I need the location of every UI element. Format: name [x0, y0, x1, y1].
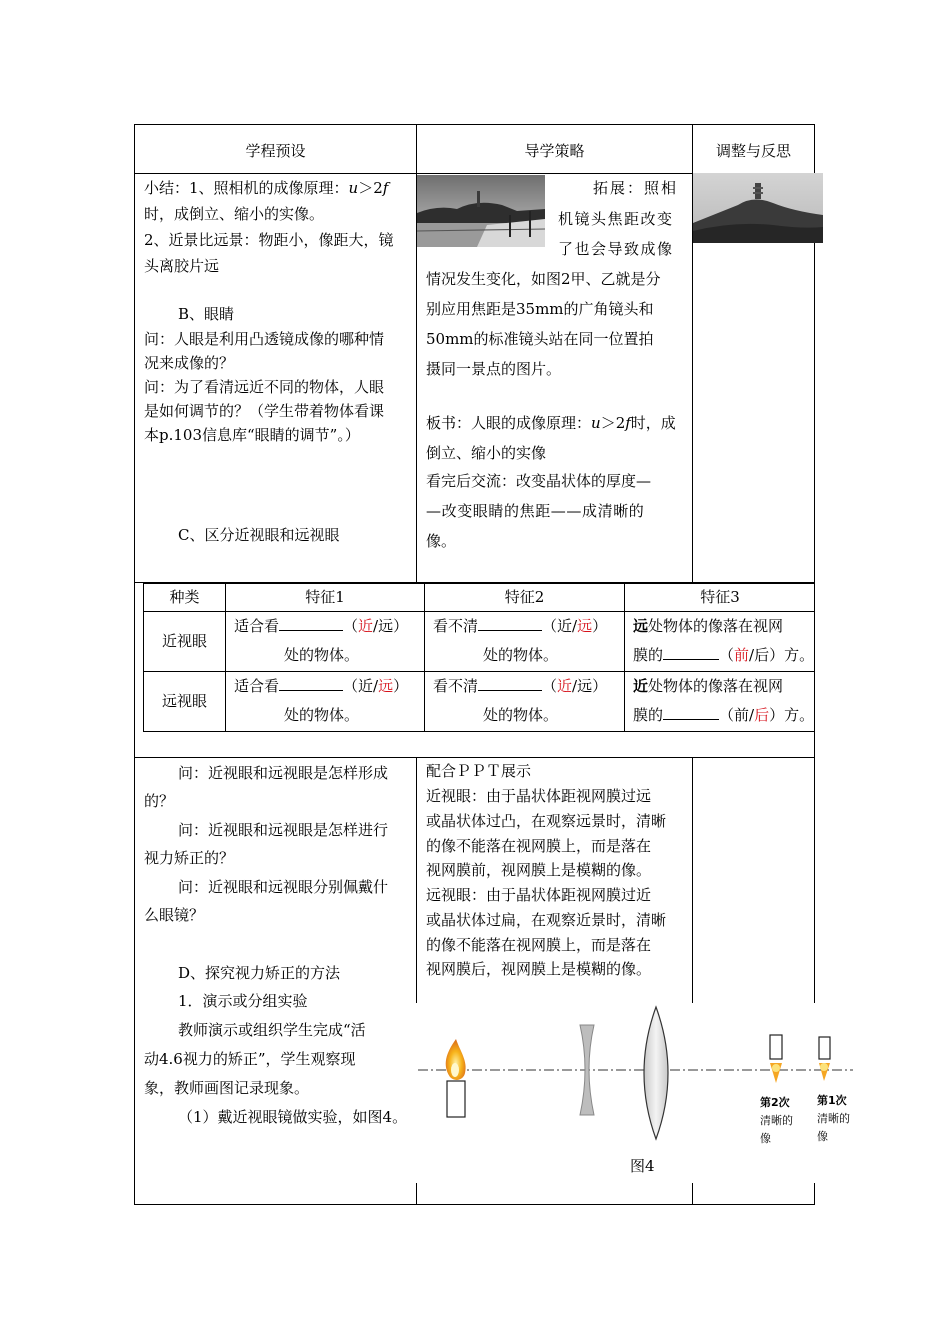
s2-question-1b: 的？ [144, 792, 175, 810]
conclusion-line-2: —改变眼睛的焦距——成清晰的 [426, 502, 645, 520]
question-2a: 问：为了看清远近不同的物体，人眼 [144, 378, 385, 396]
ft-row-myopia-f3: 远处物体的像落在视网 膜的 （前/后）方。 [633, 617, 815, 664]
extension-line-5: 别应用焦距是35mm的广角镜头和 [426, 300, 654, 318]
s2-question-1a: 问：近视眼和远视眼是怎样形成 [178, 764, 389, 782]
d-item-2b: 动4.6视力的矫正”，学生观察现 [144, 1050, 356, 1068]
ft-row-myopia-f1: 适合看 （近/远） 处的物体。 [234, 612, 424, 670]
s2-question-3a: 问：近视眼和远视眼分别佩戴什 [178, 878, 389, 896]
extension-line-7: 摄同一景点的图片。 [426, 360, 562, 378]
myopia-explain-3: 的像不能落在视网膜上，而是落在 [426, 837, 652, 855]
question-2b: 是如何调节的？（学生带着物体看课 [144, 402, 385, 420]
hyperopia-explain-1: 远视眼：由于晶状体距视网膜过近 [426, 886, 652, 904]
myopia-explain-4: 视网膜前，视网膜上是模糊的像。 [426, 861, 652, 879]
ft-row-myopia-f2: 看不清 （近/远） 处的物体。 [433, 612, 623, 670]
section-d-title: D、探究视力矫正的方法 [178, 964, 341, 982]
s2-question-2b: 视力矫正的？ [144, 849, 235, 867]
conclusion-line-3: 像。 [426, 532, 457, 550]
ft-row-myopia-name: 近视眼 [161, 632, 207, 650]
ft-header-f3: 特征3 [700, 588, 740, 606]
ft-row-hyperopia-name: 远视眼 [161, 692, 207, 710]
header-col-3: 调整与反思 [715, 142, 791, 160]
figure-caption: 图4 [630, 1157, 655, 1175]
ft-header-f1: 特征1 [305, 588, 345, 606]
summary-line-2: 时，成倒立、缩小的实像。 [144, 205, 325, 223]
extension-line-6: 50mm的标准镜头站在同一位置拍 [426, 330, 654, 348]
section-c-title: C、区分近视眼和远视眼 [178, 526, 340, 544]
ft-header-kind: 种类 [169, 588, 200, 606]
conclusion-line-1: 看完后交流：改变晶状体的厚度— [426, 472, 652, 490]
extension-line-3: 了也会导致成像 [558, 240, 674, 258]
d-item-3: （1）戴近视眼镜做实验，如图4。 [178, 1108, 408, 1126]
col-divider-2-bottom [692, 757, 693, 1005]
d-item-2a: 教师演示或组织学生完成“活 [178, 1021, 366, 1039]
hyperopia-explain-4: 视网膜后，视网膜上是模糊的像。 [426, 960, 652, 978]
extension-line-4: 情况发生变化，如图2甲、乙就是分 [426, 270, 661, 288]
board-line-2: 倒立、缩小的实像 [426, 444, 547, 462]
summary-line-3: 2、近景比远景：物距小，像距大，镜 [144, 231, 394, 249]
ft-header-f2: 特征2 [504, 588, 545, 606]
d-item-2c: 象，教师画图记录现象。 [144, 1079, 310, 1097]
extension-line-2: 机镜头焦距改变 [558, 210, 674, 228]
ft-row-hyperopia-f3: 近处物体的像落在视网 膜的 （前/后）方。 [633, 677, 815, 724]
extension-line-1: 拓展：照相 [593, 179, 679, 197]
ft-bottom [143, 731, 815, 732]
photo-standard-lens [693, 173, 823, 243]
hyperopia-explain-2: 或晶状体过扁，在观察近景时，清晰 [426, 911, 667, 929]
s2-question-2a: 问：近视眼和远视眼是怎样进行 [178, 821, 389, 839]
col-divider-2-bottom2 [692, 1182, 693, 1205]
board-line-1: 板书：人眼的成像原理：u＞2f时，成 [426, 414, 676, 432]
label-first-image: 第1次 清晰的 像 [817, 1094, 850, 1143]
s2-question-3b: 么眼镜？ [144, 906, 205, 924]
frame-left [134, 124, 135, 1205]
section-b-title: B、眼睛 [178, 305, 235, 323]
header-col-2: 导学策略 [524, 142, 585, 160]
myopia-explain-1: 近视眼：由于晶状体距视网膜过远 [426, 787, 652, 805]
question-1b: 况来成像的？ [144, 354, 235, 372]
myopia-explain-2: 或晶状体过凸，在观察远景时，清晰 [426, 812, 667, 830]
frame-bottom [134, 1204, 815, 1205]
convex-lens-icon [644, 1007, 668, 1139]
question-1a: 问：人眼是利用凸透镜成像的哪种情 [144, 330, 385, 348]
col-divider-1-bottom [416, 757, 417, 1005]
ppt-note: 配合ＰＰＴ展示 [426, 762, 532, 780]
image-first-icon [819, 1037, 830, 1081]
d-item-1: 1．演示或分组实验 [178, 992, 308, 1010]
summary-line-4: 头离胶片远 [144, 257, 220, 275]
header-col-1: 学程预设 [245, 142, 306, 160]
ft-row-hyperopia-f1: 适合看 （近/远） 处的物体。 [234, 672, 424, 730]
label-second-image: 第2次 清晰的 像 [760, 1096, 793, 1145]
image-second-icon [770, 1035, 782, 1083]
summary-line-1: 小结：1、照相机的成像原理：u＞2f [144, 179, 389, 197]
candle-icon [446, 1039, 466, 1117]
question-2c: 本p.103信息库“眼睛的调节”。） [144, 426, 360, 444]
hyperopia-explain-3: 的像不能落在视网膜上，而是落在 [426, 936, 652, 954]
frame-top [134, 124, 815, 125]
ft-row-hyperopia-f2: 看不清 （近/远） 处的物体。 [433, 672, 623, 730]
photo-wide-angle [417, 175, 545, 247]
